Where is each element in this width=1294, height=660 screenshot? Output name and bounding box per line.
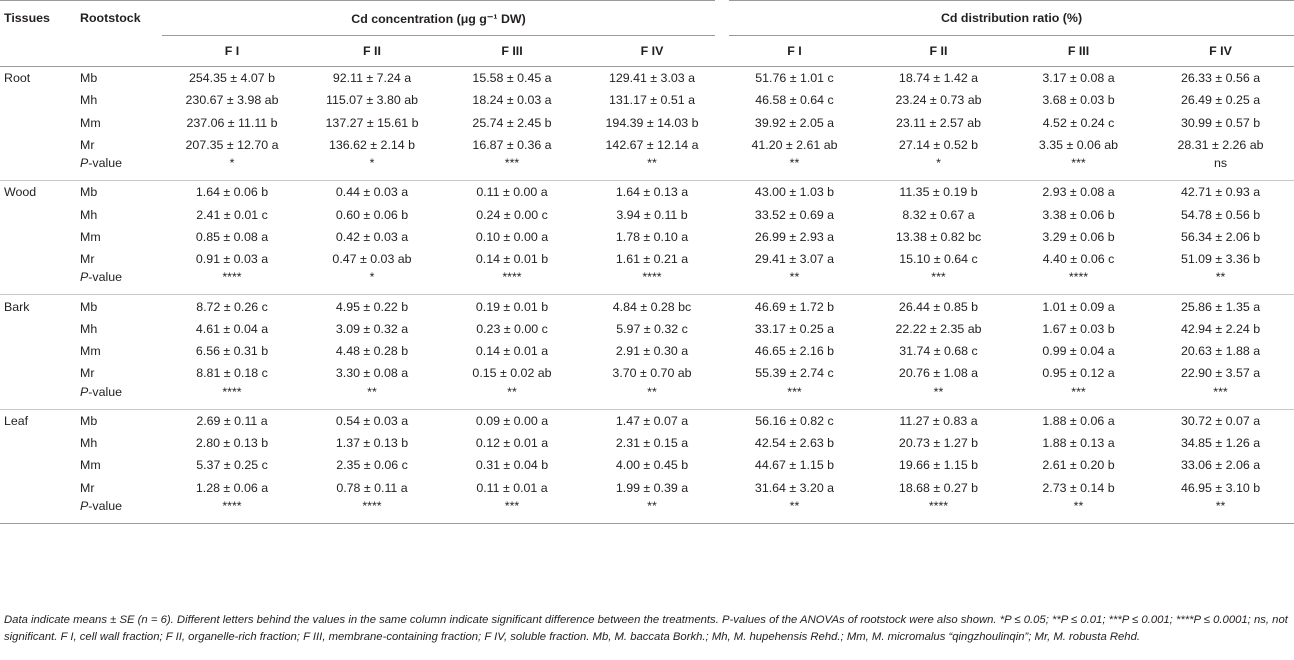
- pvalue-cell: **: [789, 270, 800, 285]
- pvalue-cell: ****: [502, 270, 522, 285]
- value-cell: 46.69 ± 1.72 b: [722, 295, 867, 318]
- pvalue-label: [74, 385, 162, 410]
- tissue-cell: [0, 340, 74, 362]
- value-cell: 3.09 ± 0.32 a: [335, 321, 409, 336]
- value-cell: 31.74 ± 0.68 c: [899, 344, 978, 359]
- value-cell: 15.10 ± 0.64 c: [899, 252, 978, 267]
- rootstock-cell: Mr: [80, 366, 95, 381]
- value-cell: 1.88 ± 0.06 a: [1010, 409, 1147, 432]
- value-cell: 26.44 ± 0.85 b: [867, 295, 1010, 318]
- value-cell: 42.94 ± 2.24 b: [1180, 321, 1261, 336]
- value-cell: 129.41 ± 3.03 a: [608, 71, 696, 86]
- value-cell: 41.20 ± 2.61 ab: [751, 138, 838, 153]
- value-cell: 1.78 ± 0.10 a: [615, 229, 689, 244]
- pvalue-cell: **: [507, 384, 517, 399]
- value-cell: 20.76 ± 1.08 a: [898, 366, 979, 381]
- value-cell: 3.29 ± 0.06 b: [1042, 229, 1115, 244]
- table-row: [0, 295, 1294, 318]
- rootstock-cell: Mb: [74, 409, 162, 432]
- value-cell: 30.72 ± 0.07 a: [1147, 409, 1294, 432]
- table-row: [0, 134, 1294, 156]
- table-row: [0, 226, 1294, 248]
- pvalue-cell: ****: [1068, 270, 1089, 285]
- pvalue-cell: ****: [302, 499, 442, 524]
- value-cell: 92.11 ± 7.24 a: [332, 71, 412, 86]
- value-cell: 3.30 ± 0.08 a: [335, 366, 409, 381]
- value-cell: 8.32 ± 0.67 a: [902, 207, 975, 222]
- value-cell: 56.34 ± 2.06 b: [1180, 229, 1261, 244]
- value-cell: 26.49 ± 0.25 a: [1180, 93, 1261, 108]
- value-cell: 194.39 ± 14.03 b: [605, 115, 699, 130]
- value-cell: 2.31 ± 0.15 a: [615, 436, 689, 450]
- value-cell: 115.07 ± 3.80 ab: [325, 93, 418, 108]
- value-cell: 8.81 ± 0.18 c: [196, 366, 268, 381]
- tissue-cell: [0, 270, 74, 295]
- value-cell: 254.35 ± 4.07 b: [188, 71, 276, 86]
- tissue-cell: [0, 89, 74, 111]
- pvalue-cell: **: [933, 384, 944, 399]
- table-row: [0, 203, 1294, 225]
- table-body: [0, 67, 1294, 524]
- tissue-cell: [0, 203, 74, 225]
- pvalue-cell: ****: [642, 270, 662, 285]
- value-cell: 0.31 ± 0.04 b: [475, 458, 549, 473]
- value-cell: 230.67 ± 3.98 ab: [185, 93, 279, 108]
- value-cell: 46.65 ± 2.16 b: [754, 344, 835, 359]
- value-cell: 3.70 ± 0.70 ab: [612, 366, 692, 381]
- value-cell: 2.61 ± 0.20 b: [1042, 458, 1115, 473]
- value-cell: 30.99 ± 0.57 b: [1180, 115, 1261, 130]
- value-cell: 1.99 ± 0.39 a: [615, 480, 689, 495]
- pvalue-cell: **: [582, 499, 722, 524]
- value-cell: 13.38 ± 0.82 bc: [895, 229, 982, 244]
- rootstock-cell: Mh: [80, 93, 98, 108]
- value-cell: 0.78 ± 0.11 a: [336, 480, 408, 495]
- value-cell: 23.11 ± 2.57 ab: [895, 115, 982, 130]
- value-cell: 0.11 ± 0.01 a: [476, 480, 548, 495]
- value-cell: 0.24 ± 0.00 c: [476, 207, 548, 222]
- value-cell: 29.41 ± 3.07 a: [754, 252, 835, 267]
- pvalue-cell: *: [369, 270, 375, 285]
- tissue-cell: Root: [4, 71, 31, 86]
- rootstock-cell: Mh: [80, 436, 98, 450]
- value-cell: 0.47 ± 0.03 ab: [332, 252, 412, 267]
- value-cell: 3.35 ± 0.06 ab: [1038, 138, 1119, 153]
- value-cell: 5.37 ± 0.25 c: [196, 458, 268, 473]
- value-cell: 1.67 ± 0.03 b: [1042, 321, 1115, 336]
- pvalue-label-p: P: [80, 156, 89, 171]
- value-cell: 0.23 ± 0.00 c: [476, 321, 548, 336]
- value-cell: 46.58 ± 0.64 c: [755, 93, 834, 108]
- value-cell: 0.10 ± 0.00 a: [475, 229, 549, 244]
- rootstock-cell: Mr: [80, 138, 95, 153]
- pvalue-cell: ***: [1071, 156, 1086, 171]
- value-cell: 33.06 ± 2.06 a: [1180, 458, 1261, 473]
- tissue-cell: [0, 112, 74, 134]
- value-cell: 54.78 ± 0.56 b: [1180, 207, 1261, 222]
- pvalue-label: [74, 499, 162, 524]
- table-row: [0, 409, 1294, 432]
- pvalue-cell: *: [369, 156, 375, 171]
- header-fraction: F II: [867, 36, 1010, 67]
- value-cell: 4.84 ± 0.28 bc: [582, 295, 722, 318]
- value-cell: 19.66 ± 1.15 b: [898, 458, 979, 473]
- header-blank-2: [74, 36, 162, 67]
- pvalue-cell: **: [1215, 270, 1226, 285]
- header-fraction: F IV: [1147, 36, 1294, 67]
- value-cell: 51.09 ± 3.36 b: [1180, 252, 1261, 267]
- tissue-cell: [0, 318, 74, 340]
- value-cell: 33.52 ± 0.69 a: [754, 207, 835, 222]
- value-cell: 2.91 ± 0.30 a: [615, 344, 689, 359]
- value-cell: 3.17 ± 0.08 a: [1042, 71, 1115, 86]
- rootstock-cell: Mr: [80, 252, 95, 267]
- tissue-cell: [0, 134, 74, 156]
- table-row: [0, 340, 1294, 362]
- value-cell: 2.80 ± 0.13 b: [195, 436, 269, 450]
- pvalue-cell: **: [789, 156, 800, 171]
- pvalue-label-suffix: -value: [88, 156, 123, 171]
- value-cell: 4.00 ± 0.45 b: [615, 458, 689, 473]
- pvalue-cell: ***: [931, 270, 946, 285]
- value-cell: 3.94 ± 0.11 b: [616, 207, 688, 222]
- tissue-cell: [0, 156, 74, 181]
- value-cell: 2.93 ± 0.08 a: [1010, 181, 1147, 204]
- tissue-cell: [0, 385, 74, 410]
- pvalue-cell: *: [229, 156, 235, 171]
- table-row: [0, 476, 1294, 498]
- table-row: [0, 318, 1294, 340]
- value-cell: 0.99 ± 0.04 a: [1042, 344, 1115, 359]
- value-cell: 1.01 ± 0.09 a: [1010, 295, 1147, 318]
- pvalue-cell: ***: [1071, 384, 1086, 399]
- value-cell: 2.35 ± 0.06 c: [336, 458, 408, 473]
- tissue-cell: Leaf: [0, 409, 74, 432]
- pvalue-cell: ns: [1213, 156, 1228, 171]
- value-cell: 1.64 ± 0.06 b: [162, 181, 302, 204]
- pvalue-cell: ****: [222, 384, 242, 399]
- value-cell: 46.95 ± 3.10 b: [1180, 480, 1261, 495]
- header-fraction: F I: [722, 36, 867, 67]
- value-cell: 0.44 ± 0.03 a: [302, 181, 442, 204]
- tissue-cell: [0, 499, 74, 524]
- pvalue-label-p: P: [80, 498, 89, 513]
- value-cell: 51.76 ± 1.01 c: [755, 71, 834, 86]
- value-cell: 42.54 ± 2.63 b: [754, 436, 835, 450]
- table-row: [0, 89, 1294, 111]
- pvalue-row: [0, 499, 1294, 524]
- header-fraction: F II: [302, 36, 442, 67]
- pvalue-cell: ***: [1213, 384, 1228, 399]
- header-fraction: F III: [1010, 36, 1147, 67]
- rootstock-cell: Mm: [80, 344, 101, 359]
- pvalue-cell: ****: [162, 499, 302, 524]
- value-cell: 0.19 ± 0.01 b: [442, 295, 582, 318]
- pvalue-cell: ***: [504, 156, 520, 171]
- value-cell: 3.68 ± 0.03 b: [1042, 93, 1115, 108]
- tissue-cell: [0, 432, 74, 454]
- rootstock-cell: Mm: [80, 458, 101, 473]
- value-cell: 1.28 ± 0.06 a: [195, 480, 269, 495]
- value-cell: 25.86 ± 1.35 a: [1147, 295, 1294, 318]
- value-cell: 2.73 ± 0.14 b: [1042, 480, 1115, 495]
- value-cell: 0.42 ± 0.03 a: [335, 229, 409, 244]
- value-cell: 142.67 ± 12.14 a: [605, 138, 699, 153]
- value-cell: 1.47 ± 0.07 a: [582, 409, 722, 432]
- value-cell: 0.09 ± 0.00 a: [442, 409, 582, 432]
- value-cell: 25.74 ± 2.45 b: [472, 115, 552, 130]
- value-cell: 28.31 ± 2.26 ab: [1177, 138, 1264, 153]
- table-row: [0, 454, 1294, 476]
- pvalue-cell: ***: [442, 499, 582, 524]
- value-cell: 4.52 ± 0.24 c: [1042, 115, 1115, 130]
- rootstock-cell: Mm: [80, 115, 101, 130]
- value-cell: 55.39 ± 2.74 c: [755, 366, 834, 381]
- header-fraction: F III: [442, 36, 582, 67]
- pvalue-cell: **: [722, 499, 867, 524]
- rootstock-cell: Mh: [80, 207, 98, 222]
- rootstock-cell: Mr: [80, 480, 95, 495]
- header-tissues: Tissues: [0, 1, 74, 36]
- table-row: [0, 181, 1294, 204]
- pvalue-cell: **: [1010, 499, 1147, 524]
- value-cell: 44.67 ± 1.15 b: [754, 458, 835, 473]
- value-cell: 2.41 ± 0.01 c: [196, 207, 268, 222]
- rootstock-cell: Mb: [74, 181, 162, 204]
- pvalue-label: [74, 156, 162, 181]
- value-cell: 22.22 ± 2.35 ab: [895, 321, 982, 336]
- value-cell: 42.71 ± 0.93 a: [1147, 181, 1294, 204]
- table-row: [0, 248, 1294, 270]
- pvalue-cell: **: [647, 156, 657, 171]
- header-fraction: F I: [162, 36, 302, 67]
- pvalue-cell: **: [647, 384, 657, 399]
- value-cell: 207.35 ± 12.70 a: [185, 138, 279, 153]
- header-cd-concentration: Cd concentration (μg g⁻¹ DW): [162, 1, 722, 36]
- value-cell: 137.27 ± 15.61 b: [325, 115, 419, 130]
- tissue-cell: Wood: [0, 181, 74, 204]
- pvalue-label-p: P: [80, 384, 89, 399]
- tissue-cell: [0, 362, 74, 384]
- value-cell: 26.33 ± 0.56 a: [1180, 71, 1261, 86]
- value-cell: 237.06 ± 11.11 b: [186, 115, 278, 130]
- value-cell: 16.87 ± 0.36 a: [472, 138, 552, 153]
- value-cell: 15.58 ± 0.45 a: [472, 71, 552, 86]
- value-cell: 22.90 ± 3.57 a: [1180, 366, 1261, 381]
- value-cell: 0.14 ± 0.01 b: [475, 252, 549, 267]
- pvalue-label-suffix: -value: [88, 384, 123, 399]
- value-cell: 43.00 ± 1.03 b: [722, 181, 867, 204]
- rootstock-cell: Mb: [74, 295, 162, 318]
- value-cell: 0.11 ± 0.00 a: [442, 181, 582, 204]
- pvalue-row: [0, 270, 1294, 295]
- table-row: [0, 112, 1294, 134]
- pvalue-row: [0, 385, 1294, 410]
- value-cell: 1.61 ± 0.21 a: [615, 252, 689, 267]
- tissue-cell: Bark: [0, 295, 74, 318]
- header-cd-distribution: Cd distribution ratio (%): [722, 1, 1294, 36]
- value-cell: 39.92 ± 2.05 a: [754, 115, 835, 130]
- value-cell: 20.63 ± 1.88 a: [1180, 344, 1261, 359]
- tissue-cell: [0, 454, 74, 476]
- value-cell: 2.69 ± 0.11 a: [162, 409, 302, 432]
- header-rootstock: Rootstock: [74, 1, 162, 36]
- pvalue-label: [74, 270, 162, 295]
- table-row: [0, 362, 1294, 384]
- pvalue-cell: ****: [222, 270, 242, 285]
- rootstock-cell: Mh: [80, 321, 98, 336]
- value-cell: 34.85 ± 1.26 a: [1180, 436, 1261, 450]
- pvalue-cell: **: [1147, 499, 1294, 524]
- value-cell: 23.24 ± 0.73 ab: [895, 93, 982, 108]
- value-cell: 4.95 ± 0.22 b: [302, 295, 442, 318]
- value-cell: 8.72 ± 0.26 c: [162, 295, 302, 318]
- pvalue-cell: **: [367, 384, 377, 399]
- value-cell: 0.54 ± 0.03 a: [302, 409, 442, 432]
- value-cell: 18.24 ± 0.03 a: [472, 93, 552, 108]
- value-cell: 0.12 ± 0.01 a: [475, 436, 549, 450]
- value-cell: 4.40 ± 0.06 c: [1042, 252, 1115, 267]
- tissue-cell: [0, 248, 74, 270]
- value-cell: 0.15 ± 0.02 ab: [472, 366, 552, 381]
- value-cell: 1.88 ± 0.13 a: [1042, 436, 1115, 450]
- value-cell: 0.95 ± 0.12 a: [1042, 366, 1115, 381]
- tissue-cell: [0, 476, 74, 498]
- value-cell: 31.64 ± 3.20 a: [754, 480, 835, 495]
- value-cell: 26.99 ± 2.93 a: [754, 229, 835, 244]
- header-fraction: F IV: [582, 36, 722, 67]
- value-cell: 131.17 ± 0.51 a: [608, 93, 696, 108]
- pvalue-cell: ****: [867, 499, 1010, 524]
- rootstock-cell: Mm: [80, 229, 101, 244]
- tissue-cell: [0, 226, 74, 248]
- value-cell: 6.56 ± 0.31 b: [195, 344, 269, 359]
- value-cell: 136.62 ± 2.14 b: [328, 138, 416, 153]
- value-cell: 0.14 ± 0.01 a: [475, 344, 549, 359]
- value-cell: 20.73 ± 1.27 b: [898, 436, 979, 450]
- value-cell: 1.64 ± 0.13 a: [582, 181, 722, 204]
- pvalue-cell: ***: [787, 384, 802, 399]
- value-cell: 18.74 ± 1.42 a: [898, 71, 979, 86]
- table-row: [0, 432, 1294, 454]
- rootstock-cell: Mb: [80, 71, 98, 86]
- value-cell: 4.61 ± 0.04 a: [195, 321, 269, 336]
- value-cell: 33.17 ± 0.25 a: [754, 321, 835, 336]
- pvalue-row: [0, 156, 1294, 181]
- value-cell: 56.16 ± 0.82 c: [722, 409, 867, 432]
- value-cell: 3.38 ± 0.06 b: [1042, 207, 1115, 222]
- value-cell: 11.35 ± 0.19 b: [867, 181, 1010, 204]
- value-cell: 4.48 ± 0.28 b: [335, 344, 409, 359]
- pvalue-label-p: P: [80, 270, 89, 285]
- table-row: [0, 67, 1294, 90]
- value-cell: 11.27 ± 0.83 a: [867, 409, 1010, 432]
- pvalue-cell: *: [936, 156, 941, 171]
- table-footnote: Data indicate means ± SE (n = 6). Different letters behind the values in the same column indicate significant difference between the treatments. P-values of the ANOVAs of rootstock were also shown. *P ≤ 0.05; **P ≤ 0.01; ***P ≤ 0.001; ****P ≤ 0.0001; ns, not significant. F I, cell wall fraction; F II, organelle-rich fraction; F III, membrane-containing fraction; F IV, soluble fraction. Mb, M. baccata Borkh.; Mh, M. hupehensis Rehd.; Mm, M. micromalus “qingzhoulinqin”; Mr, M. robusta Rehd.: [4, 614, 1288, 643]
- pvalue-label-suffix: -value: [88, 270, 123, 285]
- value-cell: 0.85 ± 0.08 a: [195, 229, 269, 244]
- value-cell: 0.60 ± 0.06 b: [335, 207, 409, 222]
- pvalue-label-suffix: -value: [88, 498, 123, 513]
- value-cell: 5.97 ± 0.32 c: [616, 321, 688, 336]
- value-cell: 18.68 ± 0.27 b: [898, 480, 979, 495]
- value-cell: 0.91 ± 0.03 a: [195, 252, 269, 267]
- value-cell: 27.14 ± 0.52 b: [898, 138, 979, 153]
- value-cell: 1.37 ± 0.13 b: [335, 436, 409, 450]
- header-blank-1: [0, 36, 74, 67]
